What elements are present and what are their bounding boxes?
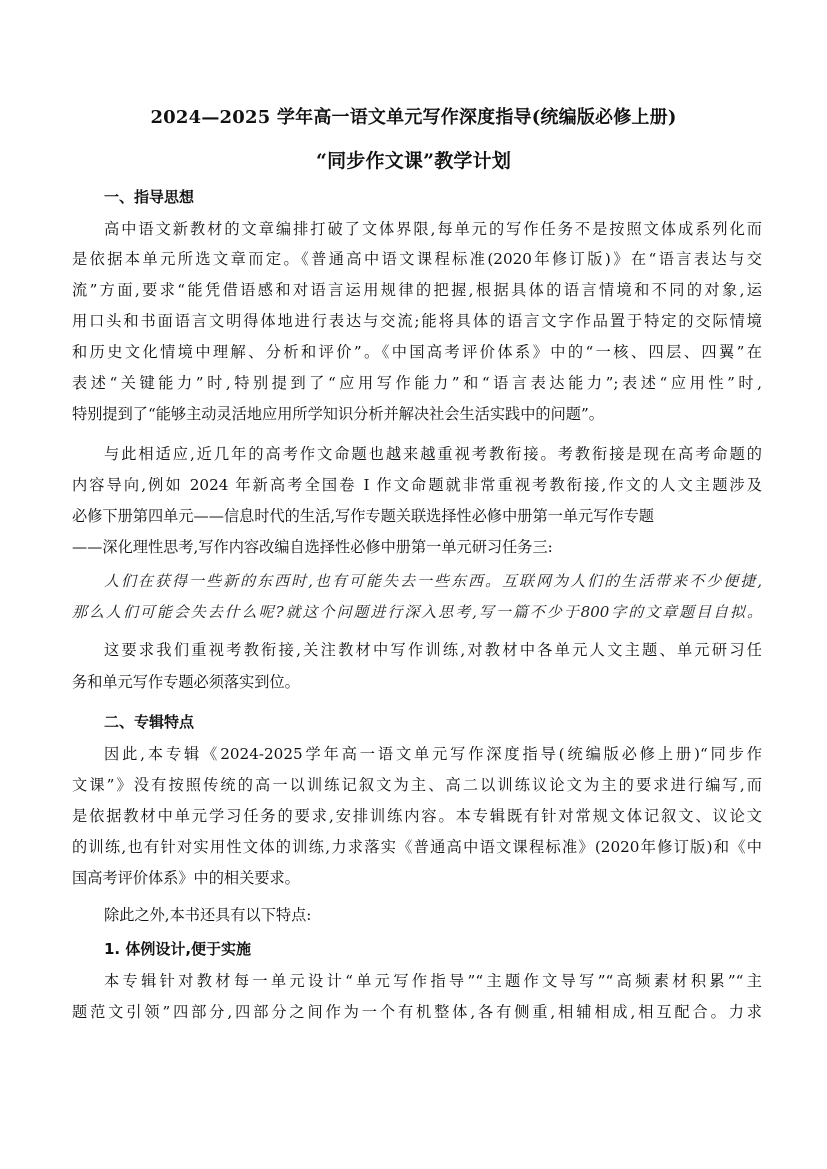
exam-prompt-quote: 那么人们可能会失去什么呢?就这个问题进行深入思考,写一篇不少于800字的文章题目自拟。 — [72, 603, 762, 621]
paragraph-line: 内容导向,例如 2024 年新高考全国卷 I 作文命题就非常重视考教衔接,作文的人文主题涉及 — [72, 476, 762, 494]
paragraph-line: 除此之外,本书还具有以下特点: — [104, 906, 312, 924]
paragraph-line: 是依据本单元所选文章而定。《普通高中语文课程标准(2020年修订版)》在“语言表达与交 — [72, 250, 762, 268]
paragraph-line: 是依据教材中单元学习任务的要求,安排训练内容。本专辑既有针对常规文体记叙文、议论文 — [72, 807, 762, 825]
paragraph-line: 与此相适应,近几年的高考作文命题也越来越重视考教衔接。考教衔接是现在高考命题的 — [104, 445, 762, 463]
paragraph-line: 务和单元写作专题必须落实到位。 — [72, 673, 300, 691]
paragraph-line: 表述“关键能力”时,特别提到了“应用写作能力”和“语言表达能力”;表述“应用性”时, — [72, 374, 762, 392]
paragraph-line: 本专辑针对教材每一单元设计“单元写作指导”“主题作文导写”“高频素材积累”“主 — [104, 972, 762, 990]
paragraph-line: ——深化理性思考,写作内容改编自选择性必修中册第一单元研习任务三: — [72, 538, 553, 556]
paragraph-line: 高中语文新教材的文章编排打破了文体界限,每单元的写作任务不是按照文体成系列化而 — [104, 220, 762, 238]
paragraph-line: 这要求我们重视考教衔接,关注教材中写作训练,对教材中各单元人文主题、单元研习任 — [104, 641, 762, 659]
paragraph-line: 和历史文化情境中理解、分析和评价”。《中国高考评价体系》中的“一核、四层、四翼”在 — [72, 343, 762, 361]
paragraph-line: 题范文引领”四部分,四部分之间作为一个有机整体,各有侧重,相辅相成,相互配合。力求 — [72, 1003, 762, 1021]
paragraph-line: 国高考评价体系》中的相关要求。 — [72, 869, 300, 887]
document-subtitle: “同步作文课”教学计划 — [315, 150, 512, 172]
paragraph-line: 必修下册第四单元——信息时代的生活,写作专题关联选择性必修中册第一单元写作专题 — [72, 507, 654, 525]
paragraph-line: 因此,本专辑《2024-2025学年高一语文单元写作深度指导(统编版必修上册)“同步作 — [104, 745, 762, 763]
paragraph-line: 文课”》没有按照传统的高一以训练记叙文为主、高二以训练议论文为主的要求进行编写,而 — [72, 776, 762, 794]
paragraph-line: 用口头和书面语言文明得体地进行表达与交流;能将具体的语言文字作品置于特定的交际情境 — [72, 312, 762, 330]
paragraph-line: 特别提到了“能够主动灵活地应用所学知识分析并解决社会生活实践中的问题”。 — [72, 405, 604, 423]
document-title: 2024—2025 学年高一语文单元写作深度指导(统编版必修上册) — [150, 107, 677, 128]
section-heading-album-features: 二、专辑特点 — [104, 713, 195, 731]
paragraph-line: 流”方面,要求“能凭借语感和对语言运用规律的把握,根据具体的语言情境和不同的对象,运 — [72, 281, 762, 299]
exam-prompt-quote: 人们在获得一些新的东西时,也有可能失去一些东西。互联网为人们的生活带来不少便捷, — [104, 572, 762, 590]
subheading-layout-design: 1. 体例设计,便于实施 — [104, 940, 252, 958]
section-heading-guiding-thought: 一、指导思想 — [104, 188, 195, 206]
paragraph-line: 的训练,也有针对实用性文体的训练,力求落实《普通高中语文课程标准》(2020年修订版)和《中 — [72, 838, 762, 856]
